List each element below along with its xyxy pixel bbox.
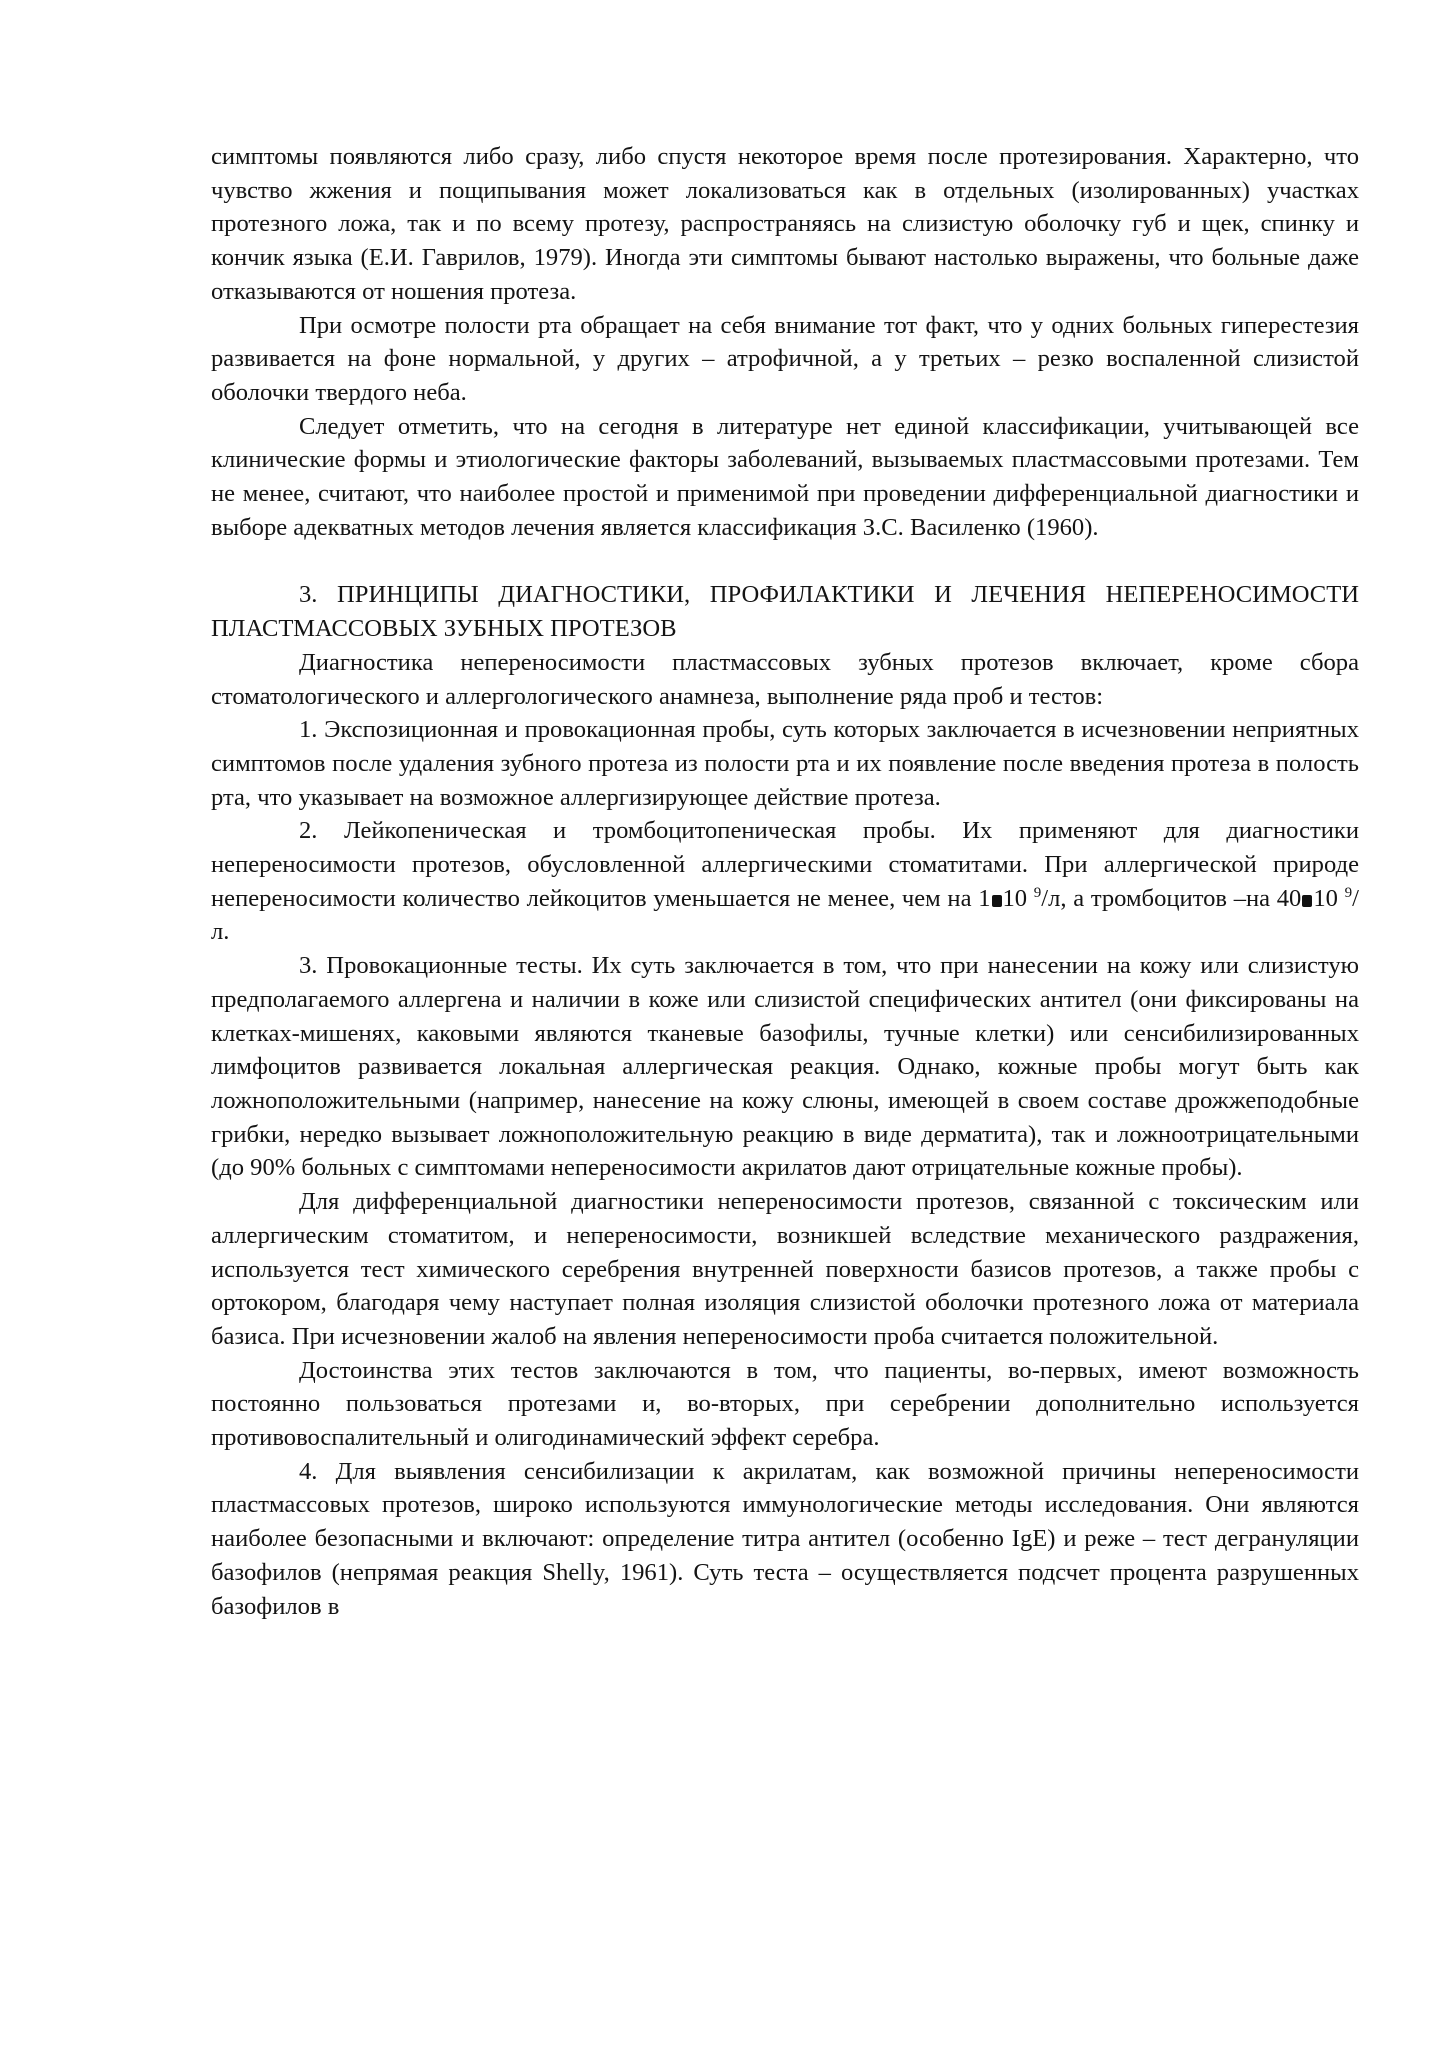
multiplication-glyph-icon <box>1302 895 1312 907</box>
paragraph-oral-exam: При осмотре полости рта обращает на себя внимание тот факт, что у одних больных гиперестезия развивается на фоне нормальной, у других – атрофичной, а у третьих – резко воспаленной слизистой оболочки твердого неба. <box>211 311 1359 406</box>
paragraph-item-1: 1. Экспозиционная и провокационная пробы, суть которых заключается в исчезновении неприятных симптомов после удаления зубного протеза из полости рта и их появление после введения протеза в полость рта, что указывает на возможное аллергизирующее действие протеза. <box>211 716 1359 811</box>
item-2-value-1: 10 <box>1002 884 1028 912</box>
multiplication-glyph-icon <box>992 895 1002 907</box>
item-2-value-2: 10 <box>1313 884 1338 912</box>
item-2-exponent-2: 9 <box>1344 884 1353 901</box>
paragraph-item-2 <box>211 814 1359 949</box>
paragraph-classification: Следует отметить, что на сегодня в литературе нет единой классификации, учитывающей все клинические формы и этиологические факторы заболеваний, вызываемых пластмассовыми протезами. Тем не менее, считают, что наиболее простой и применимой при проведении дифференциальной диагностики и выборе адекватных методов лечения является классификация З.С. Василенко (1960). <box>211 412 1359 541</box>
paragraph-item-4: 4. Для выявления сенсибилизации к акрилатам, как возможной причины непереносимости пластмассовых протезов, широко используются иммунологические методы исследования. Они являются наиболее безопасными и включают: определение титра антител (особенно IgE) и реже – тест дегрануляции базофилов (непрямая реакция Shelly, 1961). Суть теста – осуществляется подсчет процента разрушенных базофилов в <box>211 1457 1359 1620</box>
item-2-middle-text: /л, а тромбоцитов –на 40 <box>1041 884 1302 912</box>
paragraph-test-advantages: Достоинства этих тестов заключаются в том, что пациенты, во-первых, имеют возможность постоянно пользоваться протезами и, во-вторых, при серебрении дополнительно используется противовоспалительный и олигодинамический эффект серебра. <box>211 1356 1359 1452</box>
paragraph-item-3: 3. Провокационные тесты. Их суть заключается в том, что при нанесении на кожу или слизистую предполагаемого аллергена и наличии в коже или слизистой специфических антител (они фиксированы на клетках-мишенях, каковыми являются тканевые базофилы, тучные клетки) или сенсибилизированных лимфоцитов развивается локальная аллергическая реакция. Однако, кожные пробы могут быть как ложноположительными (например, нанесение на кожу слюны, имеющей в своем составе дрожжеподобные грибки, нередко вызывает ложноположительную реакцию в виде дерматита), так и ложноотрицательными (до 90% больных с симптомами непереносимости акрилатов дают отрицательные кожные пробы). <box>211 952 1359 1182</box>
item-2-text: 2. Лейкопеническая и тромбоцитопеническая пробы. Их применяют для диагностики непереносимости протезов, обусловленной аллергическими стоматитами. При аллергической природе непереносимости количество лейкоцитов уменьшается не менее, чем на 1 <box>211 817 1359 912</box>
section-heading: 3. ПРИНЦИПЫ ДИАГНОСТИКИ, ПРОФИЛАКТИКИ И ЛЕЧЕНИЯ НЕПЕРЕНОСИМОСТИ ПЛАСТМАССОВЫХ ЗУБНЫХ ПРОТЕЗОВ <box>211 581 1359 643</box>
paragraph-diagnostics-intro: Диагностика непереносимости пластмассовых зубных протезов включает, кроме сбора стоматологического и аллергологического анамнеза, выполнение ряда проб и тестов: <box>211 648 1359 710</box>
document-page <box>211 140 1359 1623</box>
paragraph-differential-diagnostics: Для дифференциальной диагностики непереносимости протезов, связанной с токсическим или аллергическим стоматитом, и непереносимости, возникшей вследствие механического раздражения, используется тест химического серебрения внутренней поверхности базисов протезов, а также пробы с ортокором, благодаря чему наступает полная изоляция слизистой оболочки протезного ложа от материала базиса. При исчезновении жалоб на явления непереносимости проба считается положительной. <box>211 1188 1359 1350</box>
item-2-end-text: /л. <box>211 884 1359 946</box>
blank-line <box>211 544 1359 578</box>
paragraph-symptoms: симптомы появляются либо сразу, либо спустя некоторое время после протезирования. Характерно, что чувство жжения и пощипывания может локализоваться как в отдельных (изолированных) участках протезного ложа, так и по всему протезу, распространяясь на слизистую оболочку губ и щек, спинку и кончик языка (Е.И. Гаврилов, 1979). Иногда эти симптомы бывают настолько выражены, что больные даже отказываются от ношения протеза. <box>211 143 1359 305</box>
item-2-exponent-1: 9 <box>1033 884 1042 901</box>
